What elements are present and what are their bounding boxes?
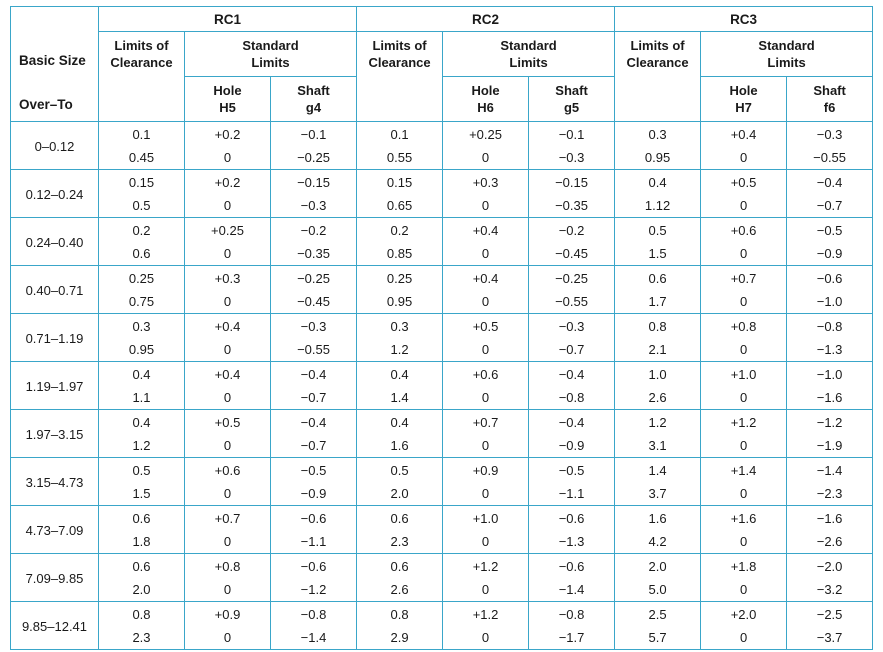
- value-cell: −0.25 −0.45: [271, 266, 357, 314]
- group-rc2: RC2: [357, 7, 615, 32]
- value-cell: 0.1 0.55: [357, 122, 443, 170]
- value-cell: +0.5 0: [701, 170, 787, 218]
- basic-size-label: Basic Size: [19, 53, 86, 68]
- value-cell: −0.3 −0.55: [271, 314, 357, 362]
- value-cell: +0.2 0: [185, 122, 271, 170]
- value-cell: 0.8 2.9: [357, 602, 443, 650]
- value-cell: 1.0 2.6: [615, 362, 701, 410]
- value-cell: +0.7 0: [701, 266, 787, 314]
- value-cell: +1.2 0: [443, 602, 529, 650]
- value-cell: 0.6 2.6: [357, 554, 443, 602]
- value-cell: 0.3 0.95: [99, 314, 185, 362]
- value-cell: −0.4 −0.7: [271, 362, 357, 410]
- over-to-label: Over–To: [19, 97, 73, 112]
- value-cell: 0.8 2.1: [615, 314, 701, 362]
- value-cell: −1.0 −1.6: [787, 362, 873, 410]
- value-cell: +0.4 0: [185, 362, 271, 410]
- value-cell: −0.5 −0.9: [787, 218, 873, 266]
- value-cell: 0.4 1.4: [357, 362, 443, 410]
- value-cell: 0.6 2.0: [99, 554, 185, 602]
- table-row: [11, 218, 873, 266]
- value-cell: +0.25 0: [185, 218, 271, 266]
- basic-size-cell: 3.15–4.73: [11, 458, 99, 506]
- value-cell: −1.6 −2.6: [787, 506, 873, 554]
- value-cell: +0.4 0: [701, 122, 787, 170]
- value-cell: 0.8 2.3: [99, 602, 185, 650]
- value-cell: −0.6 −1.1: [271, 506, 357, 554]
- group-rc3: RC3: [615, 7, 873, 32]
- value-cell: −0.4 −0.9: [529, 410, 615, 458]
- value-cell: 0.5 1.5: [615, 218, 701, 266]
- basic-size-cell: 7.09–9.85: [11, 554, 99, 602]
- value-cell: +0.2 0: [185, 170, 271, 218]
- value-cell: −0.15 −0.3: [271, 170, 357, 218]
- basic-size-header: [11, 7, 99, 122]
- value-cell: 0.4 1.6: [357, 410, 443, 458]
- value-cell: +0.6 0: [185, 458, 271, 506]
- value-cell: +0.8 0: [185, 554, 271, 602]
- value-cell: −0.4 −0.7: [787, 170, 873, 218]
- value-cell: +1.0 0: [443, 506, 529, 554]
- table-row: [11, 170, 873, 218]
- value-cell: +0.5 0: [185, 410, 271, 458]
- value-cell: −0.8 −1.3: [787, 314, 873, 362]
- value-cell: 0.1 0.45: [99, 122, 185, 170]
- standard-limits-header: Standard Limits: [185, 32, 357, 77]
- value-cell: +1.8 0: [701, 554, 787, 602]
- value-cell: +0.4 0: [443, 266, 529, 314]
- value-cell: +1.4 0: [701, 458, 787, 506]
- basic-size-cell: 0.24–0.40: [11, 218, 99, 266]
- value-cell: −0.2 −0.45: [529, 218, 615, 266]
- value-cell: 2.5 5.7: [615, 602, 701, 650]
- table-row: [11, 458, 873, 506]
- value-cell: −0.5 −1.1: [529, 458, 615, 506]
- value-cell: 0.4 1.12: [615, 170, 701, 218]
- limits-of-clearance-header: Limits of Clearance: [99, 32, 185, 122]
- value-cell: 0.6 2.3: [357, 506, 443, 554]
- value-cell: 2.0 5.0: [615, 554, 701, 602]
- value-cell: +0.3 0: [443, 170, 529, 218]
- basic-size-cell: 4.73–7.09: [11, 506, 99, 554]
- value-cell: −1.2 −1.9: [787, 410, 873, 458]
- shaft-g4-header: Shaft g4: [271, 77, 357, 122]
- value-cell: 0.6 1.8: [99, 506, 185, 554]
- hole-h5-header: Hole H5: [185, 77, 271, 122]
- group-rc1: RC1: [99, 7, 357, 32]
- basic-size-cell: 1.19–1.97: [11, 362, 99, 410]
- value-cell: 0.3 1.2: [357, 314, 443, 362]
- value-cell: +0.3 0: [185, 266, 271, 314]
- value-cell: +0.25 0: [443, 122, 529, 170]
- limits-of-clearance-header: Limits of Clearance: [357, 32, 443, 122]
- value-cell: 1.4 3.7: [615, 458, 701, 506]
- value-cell: +0.4 0: [443, 218, 529, 266]
- table-row: [11, 410, 873, 458]
- table-row: [11, 362, 873, 410]
- value-cell: −0.8 −1.4: [271, 602, 357, 650]
- value-cell: 0.2 0.6: [99, 218, 185, 266]
- value-cell: −0.3 −0.55: [787, 122, 873, 170]
- value-cell: 0.5 1.5: [99, 458, 185, 506]
- value-cell: 0.25 0.75: [99, 266, 185, 314]
- value-cell: −0.4 −0.7: [271, 410, 357, 458]
- table-row: [11, 314, 873, 362]
- value-cell: +0.7 0: [185, 506, 271, 554]
- shaft-f6-header: Shaft f6: [787, 77, 873, 122]
- value-cell: −0.4 −0.8: [529, 362, 615, 410]
- basic-size-cell: 1.97–3.15: [11, 410, 99, 458]
- value-cell: −0.1 −0.3: [529, 122, 615, 170]
- value-cell: −2.0 −3.2: [787, 554, 873, 602]
- basic-size-cell: 9.85–12.41: [11, 602, 99, 650]
- value-cell: −1.4 −2.3: [787, 458, 873, 506]
- value-cell: +0.4 0: [185, 314, 271, 362]
- value-cell: +1.0 0: [701, 362, 787, 410]
- value-cell: +0.7 0: [443, 410, 529, 458]
- hole-h6-header: Hole H6: [443, 77, 529, 122]
- value-cell: +0.5 0: [443, 314, 529, 362]
- value-cell: −0.8 −1.7: [529, 602, 615, 650]
- value-cell: +0.9 0: [443, 458, 529, 506]
- value-cell: 0.15 0.65: [357, 170, 443, 218]
- value-cell: +1.2 0: [443, 554, 529, 602]
- value-cell: 0.5 2.0: [357, 458, 443, 506]
- value-cell: +1.2 0: [701, 410, 787, 458]
- value-cell: 0.15 0.5: [99, 170, 185, 218]
- value-cell: −0.5 −0.9: [271, 458, 357, 506]
- value-cell: +2.0 0: [701, 602, 787, 650]
- value-cell: −0.6 −1.3: [529, 506, 615, 554]
- limits-of-clearance-header: Limits of Clearance: [615, 32, 701, 122]
- rc-fits-table: [10, 6, 873, 650]
- value-cell: −0.25 −0.55: [529, 266, 615, 314]
- value-cell: +1.6 0: [701, 506, 787, 554]
- value-cell: −0.2 −0.35: [271, 218, 357, 266]
- value-cell: 1.2 3.1: [615, 410, 701, 458]
- basic-size-cell: 0.40–0.71: [11, 266, 99, 314]
- table-body: [11, 122, 873, 650]
- value-cell: −0.15 −0.35: [529, 170, 615, 218]
- standard-limits-header: Standard Limits: [443, 32, 615, 77]
- value-cell: 0.4 1.1: [99, 362, 185, 410]
- basic-size-cell: 0.12–0.24: [11, 170, 99, 218]
- value-cell: −0.1 −0.25: [271, 122, 357, 170]
- value-cell: 0.2 0.85: [357, 218, 443, 266]
- basic-size-cell: 0–0.12: [11, 122, 99, 170]
- table-row: [11, 554, 873, 602]
- table-row: [11, 122, 873, 170]
- value-cell: +0.9 0: [185, 602, 271, 650]
- value-cell: 0.3 0.95: [615, 122, 701, 170]
- value-cell: +0.6 0: [443, 362, 529, 410]
- value-cell: +0.8 0: [701, 314, 787, 362]
- value-cell: 0.6 1.7: [615, 266, 701, 314]
- value-cell: −2.5 −3.7: [787, 602, 873, 650]
- table-row: [11, 602, 873, 650]
- value-cell: −0.6 −1.4: [529, 554, 615, 602]
- value-cell: 1.6 4.2: [615, 506, 701, 554]
- value-cell: 0.25 0.95: [357, 266, 443, 314]
- shaft-g5-header: Shaft g5: [529, 77, 615, 122]
- value-cell: +0.6 0: [701, 218, 787, 266]
- basic-size-cell: 0.71–1.19: [11, 314, 99, 362]
- table-row: [11, 266, 873, 314]
- standard-limits-header: Standard Limits: [701, 32, 873, 77]
- value-cell: −0.6 −1.2: [271, 554, 357, 602]
- table-row: [11, 506, 873, 554]
- value-cell: 0.4 1.2: [99, 410, 185, 458]
- value-cell: −0.3 −0.7: [529, 314, 615, 362]
- value-cell: −0.6 −1.0: [787, 266, 873, 314]
- hole-h7-header: Hole H7: [701, 77, 787, 122]
